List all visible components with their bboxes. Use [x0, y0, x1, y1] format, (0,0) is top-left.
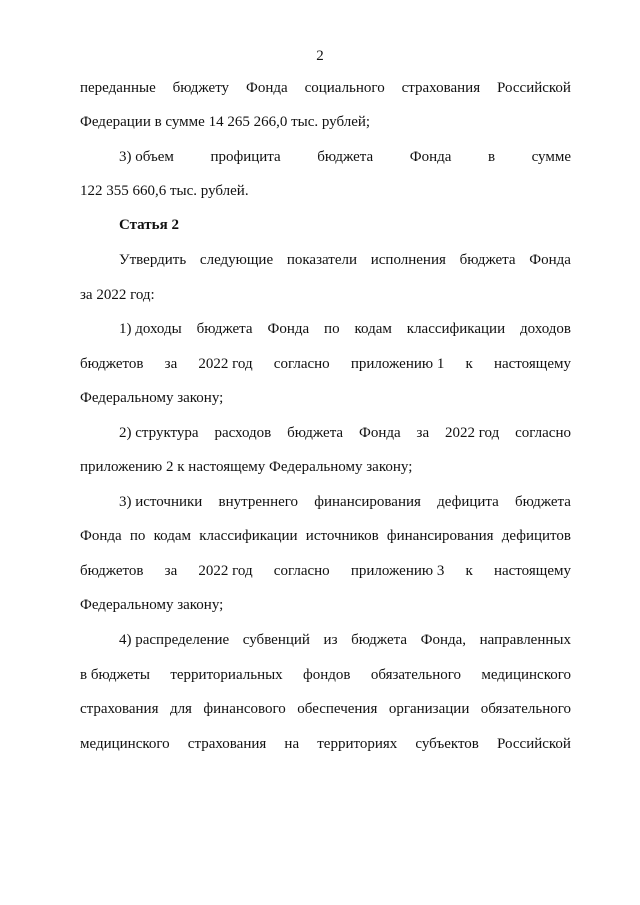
word: Фонда	[80, 528, 122, 544]
word: 4) распределение	[119, 632, 230, 648]
word: Фонда	[267, 321, 310, 337]
word: обязательного	[370, 667, 462, 683]
word: финансирования	[386, 528, 494, 544]
word: Утвердить	[119, 252, 187, 268]
word: внутреннего	[218, 494, 299, 510]
word: согласно	[273, 356, 330, 372]
word: кодам	[354, 321, 392, 337]
text-line	[119, 631, 571, 649]
word: бюджету	[172, 80, 230, 96]
text-line	[80, 700, 571, 718]
word: Фонда	[358, 425, 401, 441]
word: направленных	[479, 632, 571, 648]
text-line: за 2022 год:	[80, 287, 155, 303]
text-line: Федеральному закону;	[80, 390, 224, 406]
word: за	[164, 356, 178, 372]
word: источников	[305, 528, 379, 544]
word: обеспечения	[297, 701, 378, 717]
word: Фонда	[245, 80, 288, 96]
word: приложению 1	[350, 356, 445, 372]
text-line	[119, 424, 571, 442]
word: расходов	[214, 425, 272, 441]
word: классификации	[199, 528, 298, 544]
word: Российской	[497, 736, 571, 752]
word: следующие	[199, 252, 274, 268]
text-line	[80, 355, 571, 373]
word: показатели	[286, 252, 358, 268]
word: к	[465, 356, 473, 372]
word: на	[284, 736, 300, 752]
word: Фонда	[409, 149, 452, 165]
word: 3) источники	[119, 494, 203, 510]
text-line: 122 355 660,6 тыс. рублей.	[80, 183, 249, 199]
word: медицинского	[481, 667, 571, 683]
word: настоящему	[493, 356, 571, 372]
word: бюджетов	[80, 563, 144, 579]
word: социального	[304, 80, 385, 96]
word: по	[129, 528, 146, 544]
word: субвенций	[242, 632, 310, 648]
word: в	[487, 149, 496, 165]
word: 2022 год	[198, 563, 253, 579]
word: Фонда,	[420, 632, 467, 648]
word: Фонда	[529, 252, 571, 268]
word: территориальных	[170, 667, 283, 683]
text-line	[80, 562, 571, 580]
text-line: приложению 2 к настоящему Федеральному закону;	[80, 459, 413, 475]
word: страхования	[401, 80, 481, 96]
word: кодам	[153, 528, 192, 544]
word: бюджета	[459, 252, 516, 268]
word: согласно	[273, 563, 330, 579]
word: 1) доходы	[119, 321, 182, 337]
word: 2022 год	[198, 356, 253, 372]
text-line	[119, 493, 571, 511]
word: бюджета	[351, 632, 408, 648]
text-line: Федерации в сумме 14 265 266,0 тыс. рублей;	[80, 114, 371, 130]
word: организации	[388, 701, 470, 717]
word: согласно	[515, 425, 571, 441]
page-number: 2	[316, 48, 324, 64]
text-line: Федеральному закону;	[80, 597, 224, 613]
word: субъектов	[415, 736, 479, 752]
word: за	[416, 425, 430, 441]
text-line	[80, 735, 571, 753]
word: в бюджеты	[80, 667, 150, 683]
word: переданные	[80, 80, 156, 96]
word: финансового	[203, 701, 286, 717]
word: бюджетов	[80, 356, 144, 372]
word: к	[465, 563, 473, 579]
text-line	[80, 527, 571, 545]
word: приложению 3	[350, 563, 445, 579]
word: обязательного	[480, 701, 571, 717]
word: настоящему	[493, 563, 571, 579]
word: 2) структура	[119, 425, 199, 441]
word: сумме	[531, 149, 571, 165]
word: бюджета	[317, 149, 374, 165]
text-line	[80, 666, 571, 684]
word: дефицита	[437, 494, 499, 510]
word: медицинского	[80, 736, 170, 752]
word: Российской	[497, 80, 571, 96]
text-line	[119, 148, 571, 166]
word: бюджета	[196, 321, 253, 337]
word: территориях	[317, 736, 398, 752]
word: фондов	[303, 667, 351, 683]
word: страхования	[80, 701, 159, 717]
word: по	[324, 321, 340, 337]
word: доходов	[520, 321, 571, 337]
word: исполнения	[370, 252, 446, 268]
word: 2022 год	[444, 425, 500, 441]
text-line	[80, 79, 571, 97]
word: за	[164, 563, 178, 579]
text-line	[119, 320, 571, 338]
word: профицита	[210, 149, 281, 165]
word: страхования	[187, 736, 267, 752]
word: бюджета	[515, 494, 571, 510]
word: 3) объем	[119, 149, 174, 165]
word: финансирования	[314, 494, 421, 510]
word: из	[323, 632, 338, 648]
text-line	[119, 251, 571, 269]
word: дефицитов	[501, 528, 571, 544]
word: для	[169, 701, 192, 717]
word: классификации	[406, 321, 506, 337]
word: бюджета	[287, 425, 344, 441]
article-heading: Статья 2	[119, 217, 179, 233]
